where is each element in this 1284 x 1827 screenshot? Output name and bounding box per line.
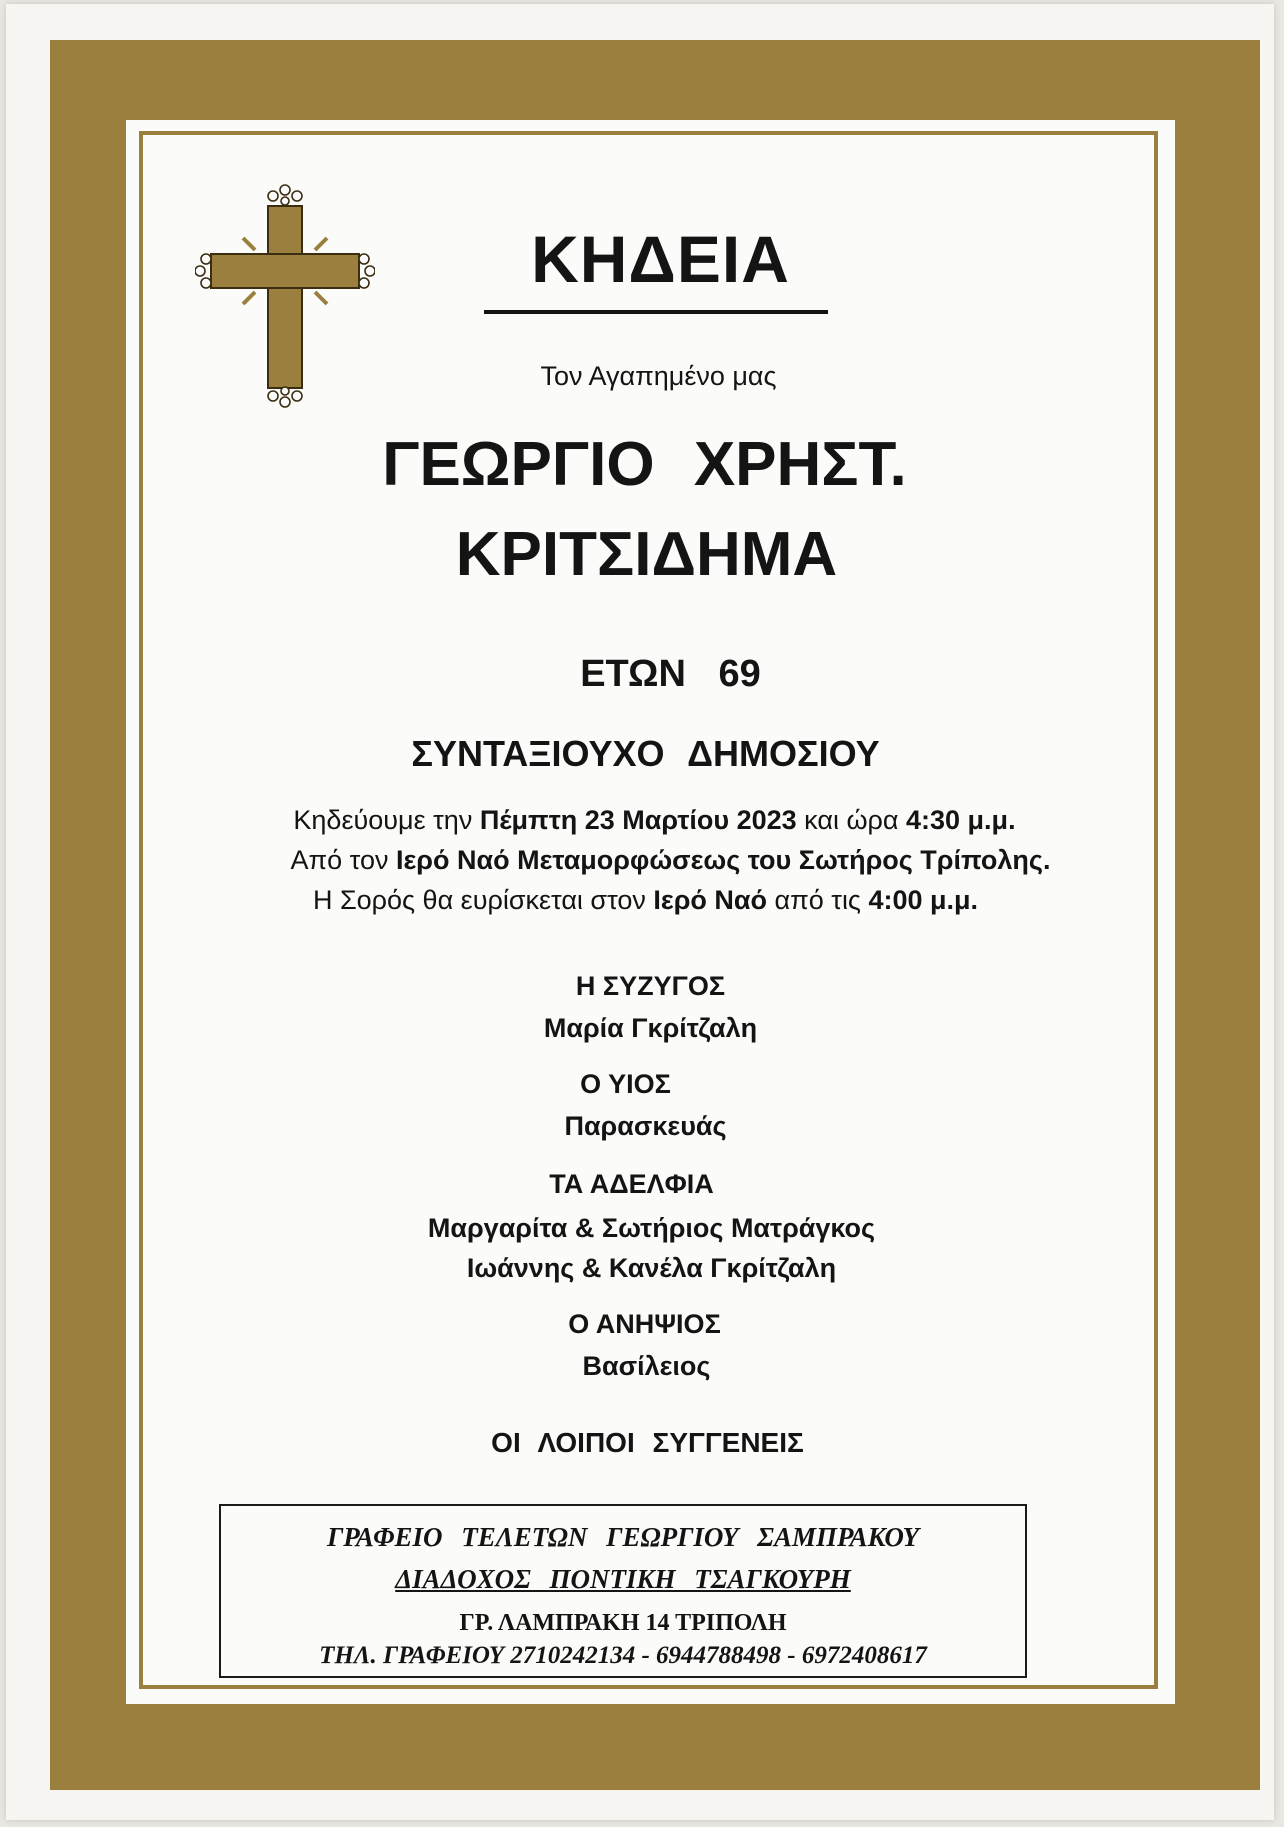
other-relatives: ΟΙ ΛΟΙΠΟΙ ΣΥΓΓΕΝΕΙΣ [491, 1427, 804, 1458]
viewing-time: 4:00 μ.μ. [868, 885, 979, 915]
deceased-name-line2: ΚΡΙΤΣΙΔΗΜΑ [455, 520, 838, 589]
viewing-text: Η Σορός θα ευρίσκεται στον [312, 885, 654, 915]
funeral-time-text: και ώρα [796, 805, 906, 835]
funeral-place-text: Από τον [290, 845, 396, 875]
agency-successor-line [221, 1564, 1025, 1595]
intro-line: Τον Αγαπημένο μας [540, 361, 777, 391]
deceased-age: ΕΤΩΝ 69 [580, 653, 761, 695]
funeral-agency-box [219, 1504, 1027, 1678]
siblings-label: ΤΑ ΑΔΕΛΦΙΑ [549, 1169, 714, 1199]
funeral-place: Ιερό Ναό Μεταμορφώσεως του Σωτήρος Τρίπολης. [395, 845, 1051, 875]
viewing-line [144, 885, 1147, 916]
viewing-time-text: από τις [767, 885, 869, 915]
funeral-date-text: Κηδεύουμε την [293, 805, 480, 835]
spouse-name: Μαρία Γκρίτζαλη [543, 1013, 758, 1043]
deceased-name-line1: ΓΕΩΡΓΙΟ ΧΡΗΣΤ. [382, 430, 907, 499]
siblings-line2: Ιωάννης & Κανέλα Γκρίτζαλη [466, 1253, 837, 1283]
notice-title: ΚΗΔΕΙΑ [531, 222, 790, 296]
nephew-name: Βασίλειος [582, 1351, 711, 1381]
agency-successor: ΔΙΑΔΟΧΟΣ ΠΟΝΤΙΚΗ ΤΣΑΓΚΟΥΡΗ [395, 1564, 851, 1594]
siblings-line1: Μαργαρίτα & Σωτήριος Ματράγκος [427, 1213, 876, 1243]
funeral-date-line [153, 805, 1156, 836]
agency-name: ΓΡΑΦΕΙΟ ΤΕΛΕΤΩΝ ΓΕΩΡΓΙΟΥ ΣΑΜΠΡΑΚΟΥ [326, 1522, 920, 1552]
viewing-place: Ιερό Ναό [653, 885, 768, 915]
funeral-place-line [169, 845, 1172, 876]
funeral-date: Πέμπτη 23 Μαρτίου 2023 [479, 805, 797, 835]
deceased-profession: ΣΥΝΤΑΞΙΟΥΧΟ ΔΗΜΟΣΙΟΥ [411, 733, 880, 774]
son-label: Ο ΥΙΟΣ [580, 1069, 671, 1099]
nephew-label: Ο ΑΝΗΨΙΟΣ [568, 1309, 721, 1339]
funeral-time: 4:30 μ.μ. [906, 805, 1016, 835]
spouse-label: Η ΣΥΖΥΓΟΣ [575, 971, 726, 1001]
agency-address: ΓΡ. ΛΑΜΠΡΑΚΗ 14 ΤΡΙΠΟΛΗ [459, 1610, 787, 1636]
agency-phones: ΤΗΛ. ΓΡΑΦΕΙΟΥ 2710242134 - 6944788498 - 6972408617 [319, 1642, 927, 1669]
son-name: Παρασκευάς [564, 1111, 727, 1141]
notice-content [147, 139, 1150, 1681]
title-underline [484, 310, 828, 314]
